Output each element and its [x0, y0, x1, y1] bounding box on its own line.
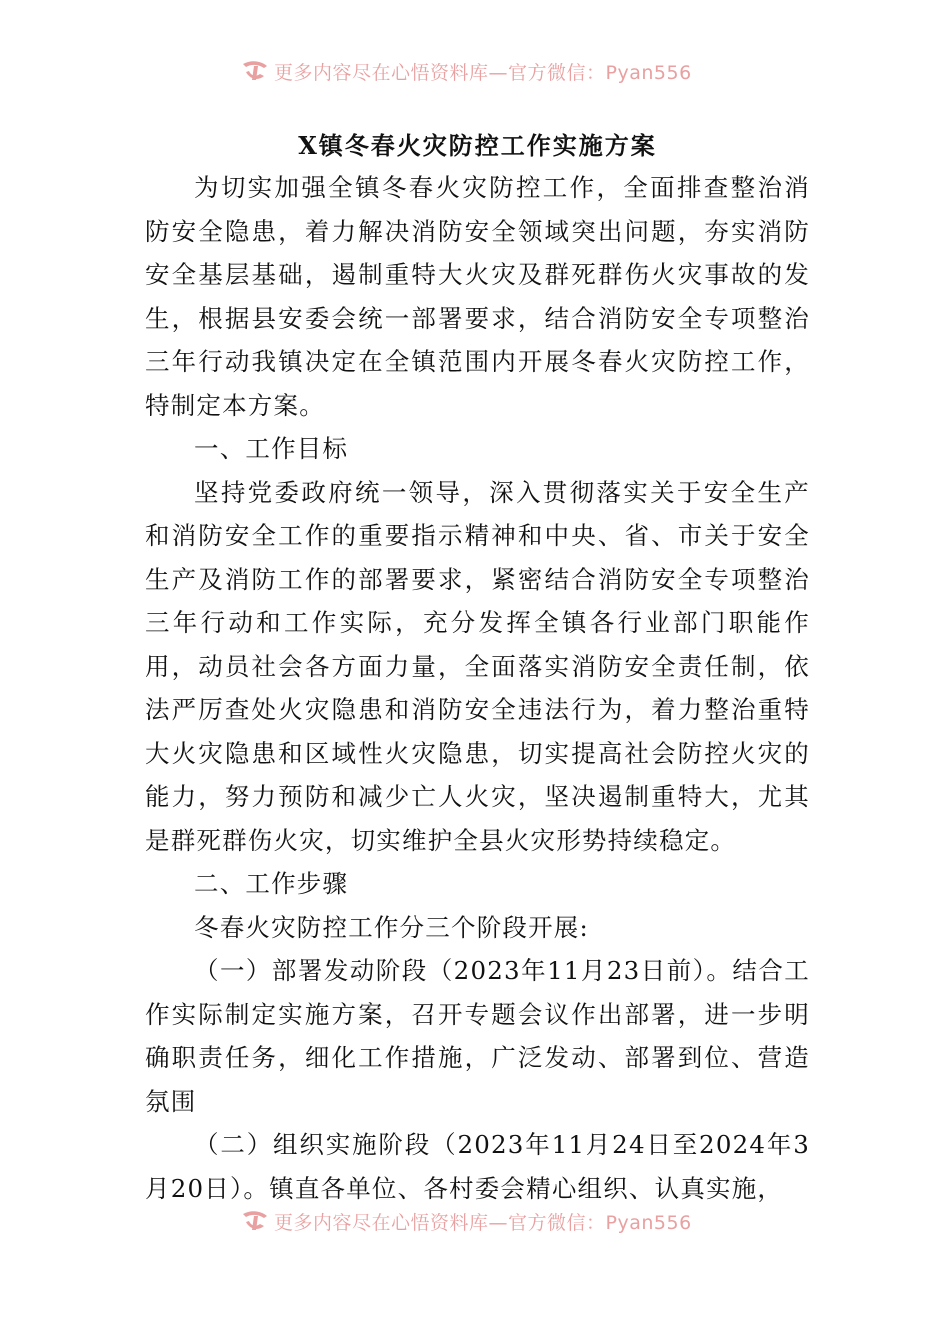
watermark-logo-icon — [240, 58, 270, 84]
watermark-logo-icon — [240, 1208, 270, 1234]
watermark-header — [240, 56, 740, 86]
document-title: X镇冬春火灾防控工作实施方案 — [298, 131, 657, 160]
intro-paragraph: 为切实加强全镇冬春火灾防控工作，全面排查整治消防安全隐患，着力解决消防安全领域突出问题，夯实消防安全基层基础，遏制重特大火灾及群死群伤火灾事故的发生，根据县安委会统一部署要求，结合消防安全专项整治三年行动我镇决定在全镇范围内开展冬春火灾防控工作，特制定本方案。 — [145, 173, 810, 420]
watermark-footer — [240, 1206, 740, 1236]
document-body — [145, 126, 810, 1210]
phase-two-paragraph: （二）组织实施阶段（2023年11月24日至2024年3月20日）。镇直各单位、各村委会精心组织、认真实施， — [145, 1130, 810, 1203]
section-heading-steps: 二、工作步骤 — [194, 869, 349, 898]
section-heading-goals: 一、工作目标 — [194, 434, 349, 463]
watermark-text: 更多内容尽在心悟资料库—官方微信：Pyan556 — [274, 61, 692, 84]
goals-paragraph: 坚持党委政府统一领导，深入贯彻落实关于安全生产和消防安全工作的重要指示精神和中央、省、市关于安全生产及消防工作的部署要求，紧密结合消防安全专项整治三年行动和工作实际，充分发挥全镇各行业部门职能作用，动员社会各方面力量，全面落实消防安全责任制，依法严厉查处火灾隐患和消防安全违法行为，着力整治重特大火灾隐患和区域性火灾隐患，切实提高社会防控火灾的能力，努力预防和减少亡人火灾，坚决遏制重特大，尤其是群死群伤火灾，切实维护全县火灾形势持续稳定。 — [145, 477, 810, 855]
steps-intro-paragraph: 冬春火灾防控工作分三个阶段开展: — [194, 912, 589, 942]
phase-one-paragraph: （一）部署发动阶段（2023年11月23日前）。结合工作实际制定实施方案，召开专题会议作出部署，进一步明确职责任务，细化工作措施，广泛发动、部署到位、营造氛围 — [145, 956, 810, 1116]
watermark-text: 更多内容尽在心悟资料库—官方微信：Pyan556 — [274, 1211, 692, 1234]
